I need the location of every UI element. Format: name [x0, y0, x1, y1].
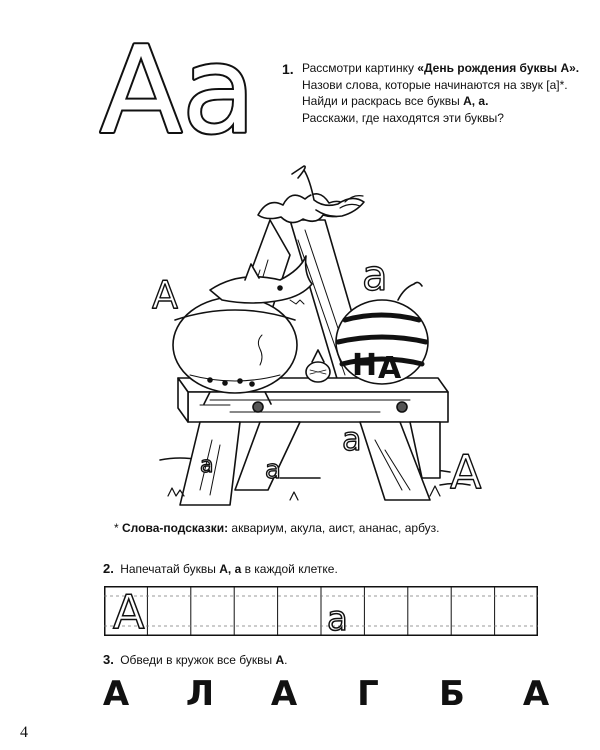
coloring-illustration — [140, 160, 500, 515]
circle-letter-2[interactable]: Л — [185, 674, 215, 714]
hidden-letter-5: А — [450, 445, 482, 499]
hidden-letter-4: А — [378, 351, 402, 386]
circle-letter-5[interactable]: Б — [439, 674, 465, 714]
task-3-text-after: . — [284, 653, 288, 667]
task-1 — [282, 60, 586, 126]
task-1-title: «День рождения буквы А». — [417, 61, 580, 75]
sample-letter-lower: а — [327, 599, 348, 636]
pineapple-icon — [306, 350, 330, 382]
task-1-text-after: Назови слова, которые начинаются на звук [а]*. — [302, 77, 568, 92]
hint-words: аквариум, акула, аист, ананас, арбуз. — [228, 521, 440, 535]
task-2-text-before: Напечатай буквы — [120, 562, 220, 576]
hidden-letter-3: Н — [352, 348, 378, 383]
hidden-letter-7: а — [265, 455, 281, 485]
letters-to-circle — [96, 674, 556, 714]
task-3-number: 3. — [103, 652, 114, 667]
task-1-line2: Найди и раскрась все буквы — [302, 94, 464, 108]
task-2 — [103, 561, 338, 576]
task-2-letters: А, а — [219, 562, 242, 576]
sample-letter-upper: А — [113, 586, 145, 636]
circle-letter-1[interactable]: А — [102, 674, 130, 714]
circle-letter-6[interactable]: А — [522, 674, 550, 714]
task-3-letter: А — [275, 653, 285, 667]
writing-grid-cells — [104, 586, 538, 636]
circle-letter-4[interactable]: Г — [357, 674, 379, 714]
page-number: 4 — [20, 724, 28, 741]
task-1-text — [302, 60, 586, 126]
task-1-line3: Расскажи, где находятся эти буквы? — [302, 110, 504, 125]
hidden-letter-1: А — [152, 273, 178, 317]
hidden-letter-2: а — [362, 251, 388, 300]
big-letters-text: Aa — [100, 24, 256, 149]
task-1-number: 1. — [282, 61, 294, 77]
hint-marker: * — [114, 521, 119, 535]
task-3-text-before: Обведи в кружок все буквы — [120, 653, 276, 667]
hidden-letter-8: а — [200, 453, 214, 478]
hidden-letter-6: а — [342, 420, 362, 458]
task-2-number: 2. — [103, 561, 114, 576]
task-1-text-before: Рассмотри картинку — [302, 61, 418, 75]
task-3 — [103, 652, 287, 667]
big-letters-heading — [96, 24, 266, 149]
writing-grid[interactable] — [104, 586, 538, 636]
circle-letter-3[interactable]: А — [270, 674, 298, 714]
hint-label: Слова-подсказки: — [122, 521, 229, 535]
task-2-text-after: в каждой клетке. — [241, 562, 338, 576]
hint-line — [114, 521, 440, 535]
task-1-line2-bold: А, а. — [463, 94, 489, 108]
